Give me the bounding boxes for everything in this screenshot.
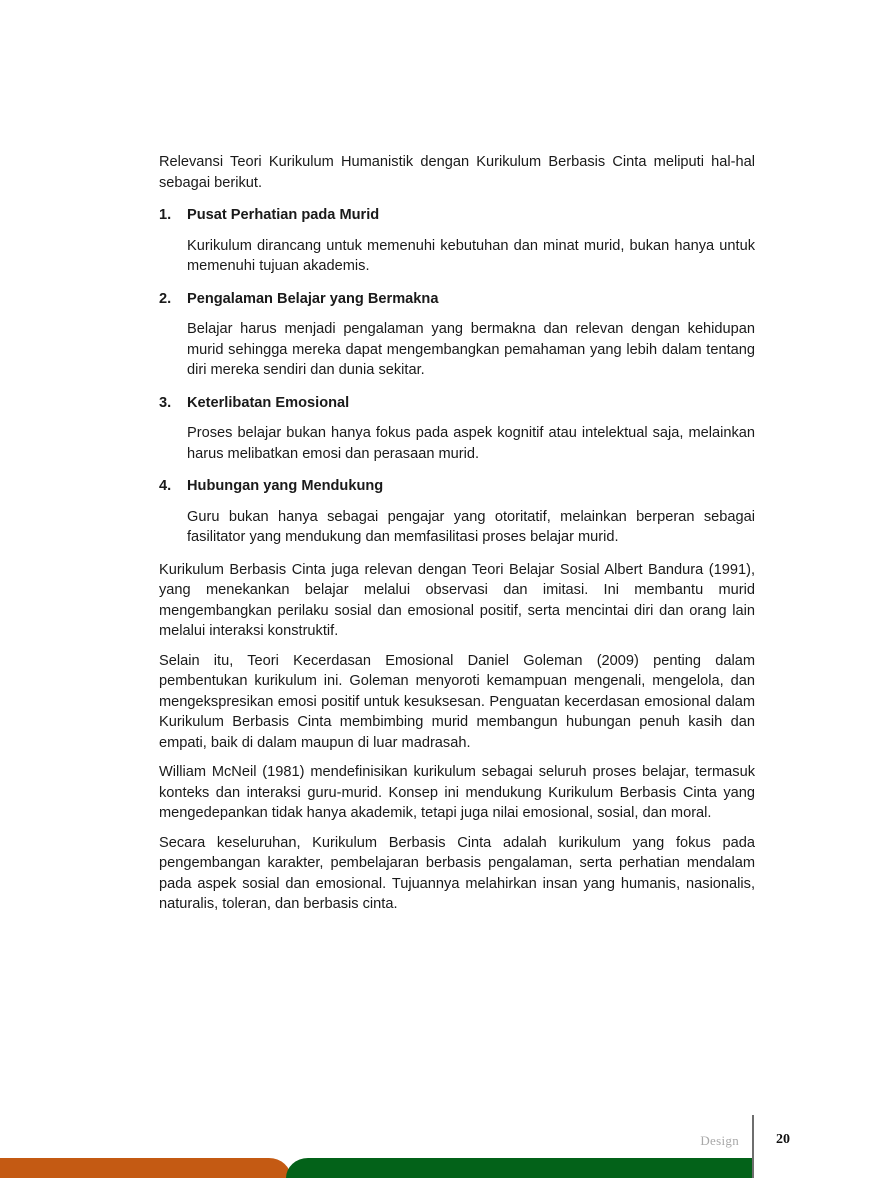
list-item-heading — [159, 476, 755, 497]
list-item — [159, 393, 755, 465]
list-item-title: Hubungan yang Mendukung — [187, 478, 384, 494]
body-paragraph-conclusion: Secara keseluruhan, Kurikulum Berbasis Cinta adalah kurikulum yang fokus pada pengembangan karakter, pembelajaran berbasis pengalaman, serta perhatian mendalam pada aspek sosial dan emosional. Tujuannya melahirkan insan yang humanis, nasionalis, naturalis, toleran, dan berbasis cinta. — [159, 834, 755, 912]
list-item-number: 3. — [159, 394, 172, 411]
footer-green-bar — [286, 1158, 752, 1178]
list-item-body: Proses belajar bukan hanya fokus pada aspek kognitif atau intelektual saja, melainkan harus melibatkan emosi dan perasaan murid. — [187, 425, 755, 462]
list-item-number: 1. — [159, 207, 172, 223]
footer-section-label: Design — [700, 1133, 739, 1148]
page-number: 20 — [776, 1132, 790, 1147]
body-paragraph-bandura: Kurikulum Berbasis Cinta juga relevan dengan Teori Belajar Sosial Albert Bandura (1991), yang menekankan belajar melalui observasi dan imitasi. Ini membantu murid mengembangkan perilaku sosial dan emosional positif, serta mencintai diri dan orang lain melalui interaksi konstruktif. — [159, 561, 755, 639]
list-item-heading — [159, 205, 755, 226]
list-item — [159, 289, 755, 381]
list-item — [159, 476, 755, 548]
footer-divider — [752, 1115, 754, 1178]
list-item-heading — [159, 393, 755, 414]
body-paragraph-goleman: Selain itu, Teori Kecerdasan Emosional Daniel Goleman (2009) penting dalam pembentukan kurikulum ini. Goleman menyoroti kemampuan mengenali, mengelola, dan mengekspresikan emosi positif untuk kesuksesan. Penguatan kecerdasan emosional dalam Kurikulum Berbasis Cinta membimbing murid membangun hubungan penuh kasih dan empati, baik di dalam maupun di luar madrasah. — [159, 652, 755, 751]
relevance-list — [159, 205, 755, 548]
list-item-title: Pusat Perhatian pada Murid — [187, 207, 380, 223]
body-paragraph-mcneil: William McNeil (1981) mendefinisikan kurikulum sebagai seluruh proses belajar, termasuk konteks dan interaksi guru-murid. Konsep ini mendukung Kurikulum Berbasis Cinta yang mengedepankan tidak hanya akademik, tetapi juga nilai emosional, sosial, dan moral. — [159, 764, 755, 821]
list-item-body: Kurikulum dirancang untuk memenuhi kebutuhan dan minat murid, bukan hanya untuk memenuhi tujuan akademis. — [187, 237, 755, 274]
list-item-body: Belajar harus menjadi pengalaman yang bermakna dan relevan dengan kehidupan murid sehingga mereka dapat mengembangkan pemahaman yang lebih dalam tentang diri mereka sendiri dan dunia sekitar. — [187, 321, 755, 378]
list-item-heading — [159, 289, 755, 310]
page-content — [159, 152, 755, 924]
list-item-title: Keterlibatan Emosional — [187, 394, 350, 411]
list-item-number: 4. — [159, 478, 172, 494]
list-item — [159, 205, 755, 277]
list-item-title: Pengalaman Belajar yang Bermakna — [187, 290, 439, 307]
footer-orange-bar — [0, 1158, 291, 1178]
intro-paragraph: Relevansi Teori Kurikulum Humanistik dengan Kurikulum Berbasis Cinta meliputi hal-hal sebagai berikut. — [159, 154, 755, 191]
list-item-number: 2. — [159, 290, 172, 307]
list-item-body: Guru bukan hanya sebagai pengajar yang otoritatif, melainkan berperan sebagai fasilitator yang mendukung dan memfasilitasi proses belajar murid. — [187, 508, 755, 545]
